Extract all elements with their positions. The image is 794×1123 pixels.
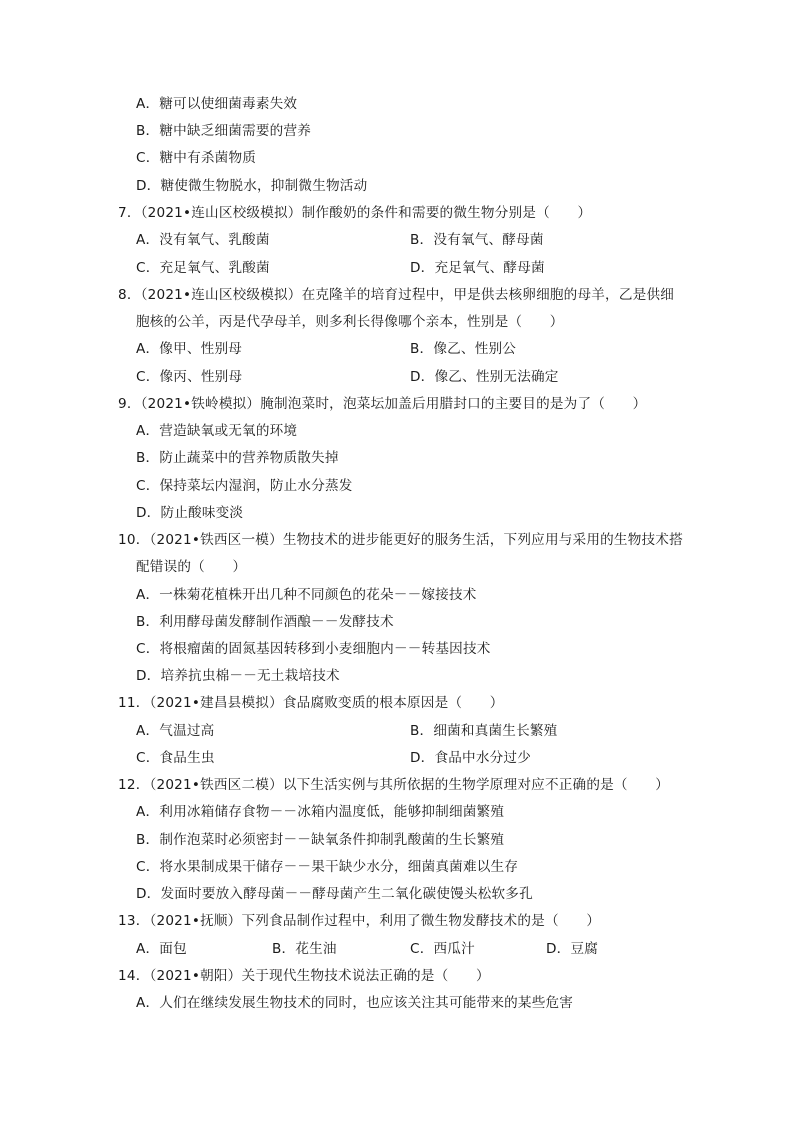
q10-option-b: B．利用酵母菌发酵制作酒酿－－发酵技术 [136, 614, 394, 630]
q7-option-b: B．没有氧气、酵母菌 [410, 232, 544, 248]
question-8-stem-line2: 胞核的公羊，丙是代孕母羊，则多利长得像哪个亲本，性别是（ ） [136, 314, 564, 330]
q12-option-a: A．利用冰箱储存食物－－冰箱内温度低，能够抑制细菌繁殖 [136, 804, 505, 820]
option-d: D．糖使微生物脱水，抑制微生物活动 [136, 178, 368, 194]
q9-option-b: B．防止蔬菜中的营养物质散失掉 [136, 450, 339, 466]
q9-option-d: D．防止酸味变淡 [136, 505, 244, 521]
q7-option-c: C．充足氧气、乳酸菌 [136, 260, 270, 276]
q8-option-d: D．像乙、性别无法确定 [410, 369, 559, 385]
q13-option-c: C．西瓜汁 [410, 941, 475, 957]
q10-option-a: A．一株菊花植株开出几种不同颜色的花朵－－嫁接技术 [136, 587, 477, 603]
q8-option-b: B．像乙、性别公 [410, 341, 517, 357]
question-12-stem: 12．（2021•铁西区二模）以下生活实例与其所依据的生物学原理对应不正确的是（ ） [118, 777, 670, 793]
q8-option-a: A．像甲、性别母 [136, 341, 243, 357]
q13-option-d: D．豆腐 [546, 941, 599, 957]
q12-option-c: C．将水果制成果干储存－－果干缺少水分，细菌真菌难以生存 [136, 859, 519, 875]
q13-option-a: A．面包 [136, 941, 187, 957]
q7-option-a: A．没有氧气、乳酸菌 [136, 232, 270, 248]
q10-option-c: C．将根瘤菌的固氮基因转移到小麦细胞内－－转基因技术 [136, 641, 491, 657]
question-11-stem: 11．（2021•建昌县模拟）食品腐败变质的根本原因是（ ） [118, 695, 504, 711]
q7-option-d: D．充足氧气、酵母菌 [410, 260, 545, 276]
q9-option-a: A．营造缺氧或无氧的环境 [136, 423, 298, 439]
option-b: B．糖中缺乏细菌需要的营养 [136, 123, 312, 139]
q13-option-b: B．花生油 [272, 941, 337, 957]
q8-option-c: C．像丙、性别母 [136, 369, 243, 385]
question-10-stem-line2: 配错误的（ ） [136, 559, 247, 575]
option-a: A．糖可以使细菌毒素失效 [136, 96, 298, 112]
q10-option-d: D．培养抗虫棉－－无土栽培技术 [136, 668, 340, 684]
question-7-stem: 7．（2021•连山区校级模拟）制作酸奶的条件和需要的微生物分别是（ ） [118, 205, 592, 221]
option-c: C．糖中有杀菌物质 [136, 150, 257, 166]
q12-option-d: D．发面时要放入酵母菌－－酵母菌产生二氧化碳使馒头松软多孔 [136, 886, 533, 902]
question-9-stem: 9．（2021•铁岭模拟）腌制泡菜时，泡菜坛加盖后用腊封口的主要目的是为了（ ） [118, 396, 647, 412]
q11-option-a: A．气温过高 [136, 723, 215, 739]
q12-option-b: B．制作泡菜时必须密封－－缺氧条件抑制乳酸菌的生长繁殖 [136, 832, 505, 848]
q14-option-a: A．人们在继续发展生物技术的同时，也应该关注其可能带来的某些危害 [136, 995, 574, 1011]
q11-option-b: B．细菌和真菌生长繁殖 [410, 723, 558, 739]
q9-option-c: C．保持菜坛内湿润，防止水分蒸发 [136, 478, 353, 494]
question-10-stem-line1: 10．（2021•铁西区一模）生物技术的进步能更好的服务生活，下列应用与采用的生物技术搭 [118, 532, 683, 548]
q11-option-c: C．食品生虫 [136, 750, 215, 766]
q11-option-d: D．食品中水分过少 [410, 750, 532, 766]
question-13-stem: 13．（2021•抚顺）下列食品制作过程中，利用了微生物发酵技术的是（ ） [118, 913, 601, 929]
question-14-stem: 14．（2021•朝阳）关于现代生物技术说法正确的是（ ） [118, 968, 490, 984]
question-8-stem-line1: 8．（2021•连山区校级模拟）在克隆羊的培育过程中，甲是供去核卵细胞的母羊，乙是供细 [118, 287, 675, 303]
